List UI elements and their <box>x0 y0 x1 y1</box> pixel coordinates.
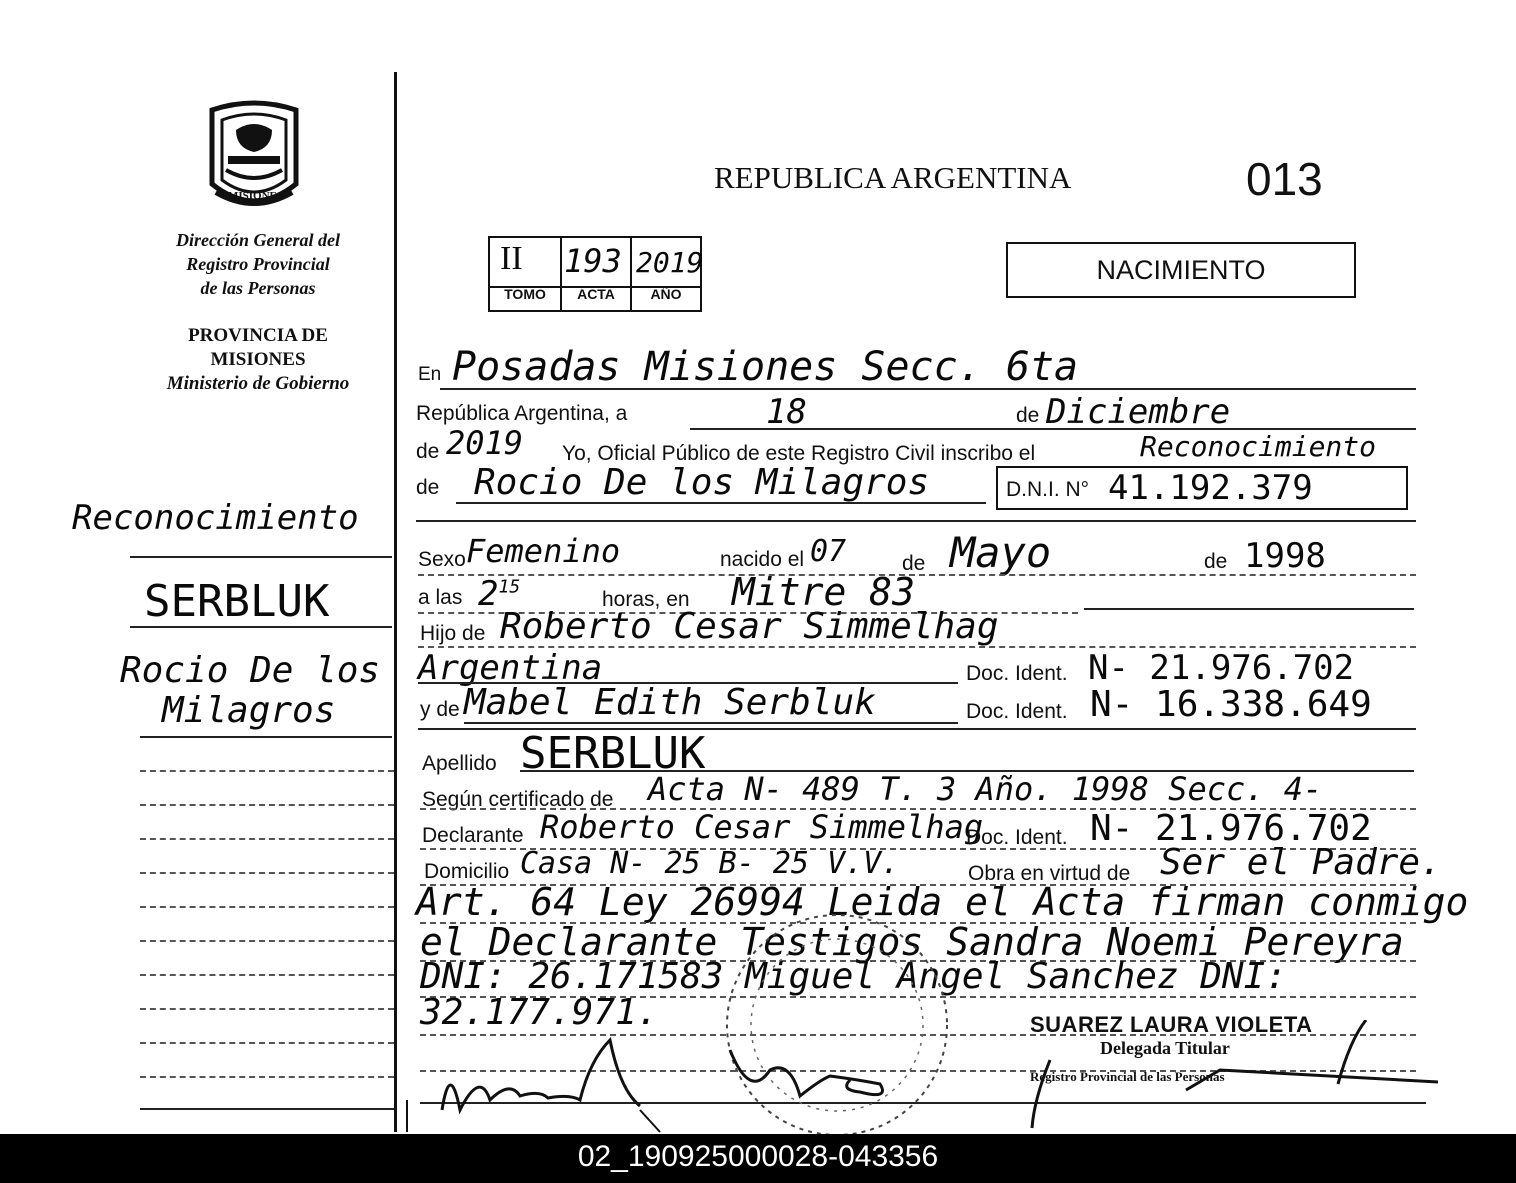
mother-name: Mabel Edith Serbluk <box>464 682 876 723</box>
margin-note-name-1: Rocio De los <box>120 650 381 691</box>
day-value: 18 <box>766 392 807 432</box>
column-divider-lower <box>406 1100 408 1132</box>
margin-line-8 <box>140 906 394 908</box>
sexo-value: Femenino <box>466 532 621 570</box>
provincial-seal <box>206 100 302 215</box>
certificate-value: Acta N- 489 T. 3 Año. 1998 Secc. 4- <box>648 770 1323 808</box>
de-label-2: de <box>416 440 440 463</box>
province-block <box>146 324 370 396</box>
birth-hour-main: 2 <box>478 574 499 614</box>
document-number: 013 <box>1246 153 1323 205</box>
domicilio-value: Casa N- 25 B- 25 V.V. <box>520 846 900 881</box>
domicilio-label: Domicilio <box>424 860 510 883</box>
ministry-line: Ministerio de Gobierno <box>166 373 350 394</box>
margin-note-surname: SERBLUK <box>144 576 330 627</box>
ydel-label: y de <box>420 698 460 721</box>
registry-line-3: de las Personas <box>200 278 316 298</box>
stamp-office: Registro Provincial de las Personas <box>1030 1069 1225 1084</box>
sexo-label: Sexo <box>418 548 466 571</box>
obra-label: Obra en virtud de <box>968 862 1131 885</box>
margin-note-name-2: Milagros <box>162 690 336 731</box>
margin-rule-2 <box>130 626 392 628</box>
birth-day: 07 <box>810 534 847 569</box>
father-nationality: Argentina <box>418 648 603 688</box>
alas-label: a las <box>418 586 463 609</box>
de-label-4: de <box>902 552 926 575</box>
margin-line-11 <box>140 1008 394 1010</box>
acta-label: ACTA <box>577 286 615 302</box>
registry-name <box>150 228 366 300</box>
margin-line-9 <box>140 940 394 942</box>
footer-code: 02_190925000028-043356 <box>577 1140 939 1173</box>
nacido-label: nacido el <box>720 548 805 571</box>
apellido-label: Apellido <box>422 752 497 775</box>
province-line-2: MISIONES <box>210 349 306 370</box>
acta-value: 193 <box>564 242 622 280</box>
margin-line-13 <box>140 1076 394 1078</box>
column-divider <box>394 72 397 1132</box>
de-label-5: de <box>1204 550 1228 573</box>
horas-label: horas, en <box>602 588 690 611</box>
margin-line-4 <box>140 770 394 772</box>
obra-value: Ser el Padre. <box>1160 842 1442 883</box>
margin-line-14 <box>140 1108 394 1110</box>
yo-text: Yo, Oficial Público de este Registro Civil inscribo el <box>562 442 1036 465</box>
birth-place: Mitre 83 <box>732 570 916 614</box>
father-name: Roberto Cesar Simmelhag <box>500 606 999 647</box>
anio-label: AÑO <box>650 286 682 302</box>
month-value: Diciembre <box>1046 392 1231 432</box>
province-line-1: PROVINCIA DE <box>188 325 328 346</box>
mother-doc: N- 16.338.649 <box>1090 684 1372 725</box>
margin-rule-3 <box>140 736 392 738</box>
margin-line-10 <box>140 974 394 976</box>
registry-line-1: Dirección General del <box>176 230 340 250</box>
doc-ident-label-1: Doc. Ident. <box>966 662 1068 685</box>
surname-value: SERBLUK <box>520 728 706 779</box>
seal-text: MISIONES <box>228 190 284 202</box>
person-name: Rocio De los Milagros <box>474 462 930 503</box>
doc-ident-label-2: Doc. Ident. <box>966 700 1068 723</box>
segun-label: Según certificado de <box>422 788 614 811</box>
hijo-label: Hijo de <box>420 622 486 645</box>
de-label-1: de <box>1016 404 1040 427</box>
declarante-doc: N- 21.976.702 <box>1090 808 1372 849</box>
stamp-name: SUAREZ LAURA VIOLETA <box>1030 1012 1313 1037</box>
mother-line <box>464 722 958 724</box>
margin-line-6 <box>140 838 394 840</box>
place-line <box>440 388 1416 390</box>
name-line <box>456 502 986 504</box>
notes-line-3: DNI: 26.171583 Miguel Angel Sanchez DNI: <box>420 956 1287 997</box>
record-type-box <box>1006 242 1356 298</box>
dni-label: D.N.I. N° <box>1006 478 1090 501</box>
birth-line <box>418 574 1416 576</box>
footer-bar <box>0 1134 1516 1183</box>
year-value: 2019 <box>446 424 524 462</box>
margin-line-12 <box>140 1042 394 1044</box>
act-type-value: Reconocimiento <box>1140 430 1377 463</box>
registry-line-2: Registro Provincial <box>186 254 330 274</box>
birth-year: 1998 <box>1244 536 1326 576</box>
place-value: Posadas Misiones Secc. 6ta <box>452 344 1079 390</box>
margin-line-5 <box>140 804 394 806</box>
section-divider-1 <box>416 520 1416 522</box>
margin-rule-1 <box>130 556 392 558</box>
republica-label: República Argentina, a <box>416 402 628 425</box>
declarante-name: Roberto Cesar Simmelhag <box>540 808 984 846</box>
margin-line-7 <box>140 872 394 874</box>
birthplace-line <box>1084 608 1414 610</box>
signatures <box>420 1020 1450 1139</box>
en-label: En <box>418 364 442 385</box>
margin-note-act: Reconocimiento <box>72 498 359 538</box>
tomo-value: II <box>500 240 523 277</box>
father-doc: N- 21.976.702 <box>1088 648 1355 688</box>
notes-line-4: 32.177.971. <box>420 992 659 1033</box>
doc-ident-label-3: Doc. Ident. <box>966 826 1068 849</box>
anio-value: 2019 <box>636 246 704 279</box>
notes-line-2: el Declarante Testigos Sandra Noemi Pereyra <box>420 920 1404 964</box>
notes-line-1: Art. 64 Ley 26994 Leida el Acta firman conmigo <box>416 880 1469 924</box>
birth-month: Mayo <box>950 528 1052 577</box>
tomo-label: TOMO <box>504 286 546 302</box>
declarante-label: Declarante <box>422 824 524 847</box>
de-label-3: de <box>416 476 440 499</box>
dni-value: 41.192.379 <box>1108 468 1313 508</box>
birth-hour-minutes: 15 <box>498 576 521 598</box>
country-title: REPUBLICA ARGENTINA <box>714 160 1072 195</box>
record-type-label: NACIMIENTO <box>1096 255 1266 285</box>
stamp-role: Delegada Titular <box>1100 1038 1230 1058</box>
